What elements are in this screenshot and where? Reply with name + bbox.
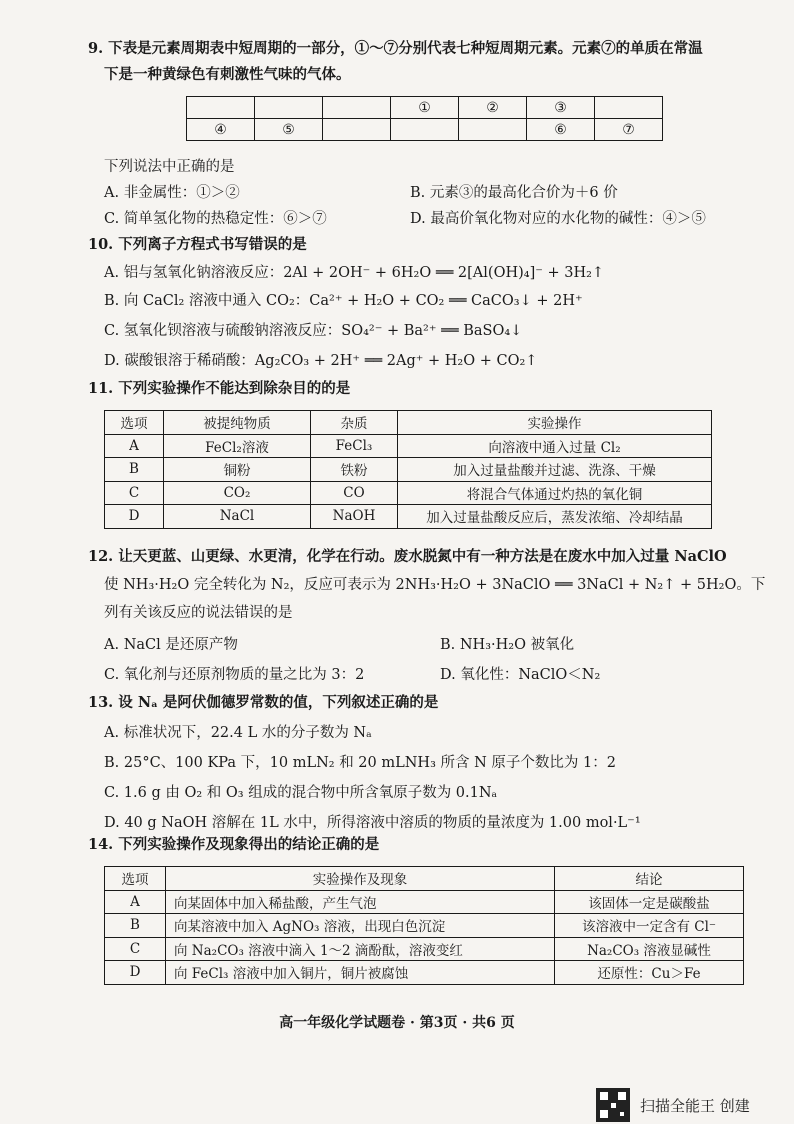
- q11-cell: NaOH: [311, 505, 398, 529]
- q9-stem-line2: 下是一种黄绿色有刺激性气味的气体。: [104, 66, 351, 83]
- q14-cell: C: [105, 937, 166, 961]
- table-row: [105, 890, 744, 914]
- q11-cell: 铜粉: [164, 458, 311, 482]
- periodic-table-fragment: [186, 96, 663, 141]
- q14-cell: Na₂CO₃ 溶液显碱性: [555, 937, 744, 961]
- q11-cell: B: [105, 458, 164, 482]
- q13-option-c: C. 1.6 g 由 O₂ 和 O₃ 组成的混合物中所含氧原子数为 0.1Nₐ: [104, 785, 498, 801]
- q14-cell: 该溶液中一定含有 Cl⁻: [555, 914, 744, 938]
- periodic-cell: ④: [187, 119, 255, 141]
- periodic-cell: ⑥: [527, 119, 595, 141]
- q11-header: 选项: [105, 411, 164, 435]
- q11-cell: FeCl₃: [311, 434, 398, 458]
- periodic-cell: ⑤: [255, 119, 323, 141]
- q11-cell: 加入过量盐酸并过滤、洗涤、干燥: [398, 458, 712, 482]
- q9-option-a: A. 非金属性：①＞②: [104, 185, 240, 201]
- q11-cell: CO₂: [164, 481, 311, 505]
- periodic-cell: [255, 97, 323, 119]
- q14-cell: B: [105, 914, 166, 938]
- q12-stem-line2: 使 NH₃·H₂O 完全转化为 N₂，反应可表示为 2NH₃·H₂O + 3NaClO ══ 3NaCl + N₂↑ + 5H₂O。下: [104, 577, 766, 593]
- q12-option-d: D. 氧化性：NaClO＜N₂: [440, 667, 601, 683]
- q12-stem-line3: 列有关该反应的说法错误的是: [104, 605, 293, 621]
- periodic-cell: [391, 119, 459, 141]
- q11-cell: CO: [311, 481, 398, 505]
- periodic-cell: ①: [391, 97, 459, 119]
- q9-prompt: 下列说法中正确的是: [104, 159, 235, 175]
- periodic-row-1: [187, 97, 663, 119]
- q9-option-c: C. 简单氢化物的热稳定性：⑥＞⑦: [104, 211, 327, 227]
- q14-cell: 向 FeCl₃ 溶液中加入铜片，铜片被腐蚀: [166, 961, 555, 985]
- q9-stem-line1: 9. 下表是元素周期表中短周期的一部分，①～⑦分别代表七种短周期元素。元素⑦的单质在常温: [88, 40, 703, 57]
- q13-option-d: D. 40 g NaOH 溶解在 1L 水中，所得溶液中溶质的物质的量浓度为 1.00 mol·L⁻¹: [104, 815, 641, 831]
- periodic-row-2: [187, 119, 663, 141]
- q11-header: 被提纯物质: [164, 411, 311, 435]
- q13-option-b: B. 25°C、100 KPa 下，10 mLN₂ 和 20 mLNH₃ 所含 N 原子个数比为 1：2: [104, 755, 616, 771]
- q11-cell: 将混合气体通过灼热的氧化铜: [398, 481, 712, 505]
- q14-header: 结论: [555, 867, 744, 891]
- table-row: [105, 937, 744, 961]
- q14-cell: 向 Na₂CO₃ 溶液中滴入 1～2 滴酚酞，溶液变红: [166, 937, 555, 961]
- q10-option-b: B. 向 CaCl₂ 溶液中通入 CO₂：Ca²⁺ + H₂O + CO₂ ══ CaCO₃↓ + 2H⁺: [104, 293, 583, 309]
- periodic-cell: [459, 119, 527, 141]
- periodic-cell: ⑦: [595, 119, 663, 141]
- qr-code-icon: [596, 1088, 630, 1122]
- q12-option-c: C. 氧化剂与还原剂物质的量之比为 3：2: [104, 667, 365, 683]
- q11-cell: D: [105, 505, 164, 529]
- q10-stem: 10. 下列离子方程式书写错误的是: [88, 236, 307, 253]
- periodic-cell: [595, 97, 663, 119]
- periodic-cell: ②: [459, 97, 527, 119]
- q14-cell: 向某固体中加入稀盐酸，产生气泡: [166, 890, 555, 914]
- q14-cell: 还原性：Cu＞Fe: [555, 961, 744, 985]
- q11-table: [104, 410, 712, 529]
- q13-option-a: A. 标准状况下，22.4 L 水的分子数为 Nₐ: [104, 725, 372, 741]
- q14-cell: A: [105, 890, 166, 914]
- q12-option-a: A. NaCl 是还原产物: [104, 637, 238, 653]
- q11-cell: 加入过量盐酸反应后，蒸发浓缩、冷却结晶: [398, 505, 712, 529]
- q12-option-b: B. NH₃·H₂O 被氧化: [440, 637, 575, 653]
- q11-cell: A: [105, 434, 164, 458]
- q14-stem: 14. 下列实验操作及现象得出的结论正确的是: [88, 836, 380, 853]
- table-row: [105, 434, 712, 458]
- periodic-cell: [323, 119, 391, 141]
- q14-header-row: [105, 867, 744, 891]
- q11-header: 实验操作: [398, 411, 712, 435]
- table-row: [105, 505, 712, 529]
- q11-header-row: [105, 411, 712, 435]
- periodic-cell: [323, 97, 391, 119]
- table-row: [105, 458, 712, 482]
- q14-cell: 向某溶液中加入 AgNO₃ 溶液，出现白色沉淀: [166, 914, 555, 938]
- q11-stem: 11. 下列实验操作不能达到除杂目的的是: [88, 380, 351, 397]
- q14-cell: D: [105, 961, 166, 985]
- q14-cell: 该固体一定是碳酸盐: [555, 890, 744, 914]
- table-row: [105, 914, 744, 938]
- q14-table: [104, 866, 744, 985]
- page-footer: 高一年级化学试题卷 · 第3页 · 共6 页: [279, 1015, 515, 1031]
- q9-option-b: B. 元素③的最高化合价为＋6 价: [410, 185, 618, 201]
- q12-stem-line1: 12. 让天更蓝、山更绿、水更清，化学在行动。废水脱氮中有一种方法是在废水中加入过量 NaClO: [88, 548, 727, 565]
- q11-cell: 铁粉: [311, 458, 398, 482]
- q13-stem: 13. 设 Nₐ 是阿伏伽德罗常数的值，下列叙述正确的是: [88, 694, 439, 711]
- q14-header: 选项: [105, 867, 166, 891]
- q10-option-d: D. 碳酸银溶于稀硝酸：Ag₂CO₃ + 2H⁺ ══ 2Ag⁺ + H₂O + CO₂↑: [104, 353, 538, 369]
- q10-option-c: C. 氢氧化钡溶液与硫酸钠溶液反应：SO₄²⁻ + Ba²⁺ ══ BaSO₄↓: [104, 323, 523, 339]
- q11-cell: FeCl₂溶液: [164, 434, 311, 458]
- scanner-watermark: 扫描全能王 创建: [640, 1097, 750, 1115]
- table-row: [105, 961, 744, 985]
- q11-cell: C: [105, 481, 164, 505]
- q14-header: 实验操作及现象: [166, 867, 555, 891]
- q11-header: 杂质: [311, 411, 398, 435]
- periodic-cell: [187, 97, 255, 119]
- q9-option-d: D. 最高价氧化物对应的水化物的碱性：④＞⑤: [410, 211, 706, 227]
- q11-cell: 向溶液中通入过量 Cl₂: [398, 434, 712, 458]
- periodic-cell: ③: [527, 97, 595, 119]
- q10-option-a: A. 铝与氢氧化钠溶液反应：2Al + 2OH⁻ + 6H₂O ══ 2[Al(OH)₄]⁻ + 3H₂↑: [104, 265, 605, 281]
- q11-cell: NaCl: [164, 505, 311, 529]
- table-row: [105, 481, 712, 505]
